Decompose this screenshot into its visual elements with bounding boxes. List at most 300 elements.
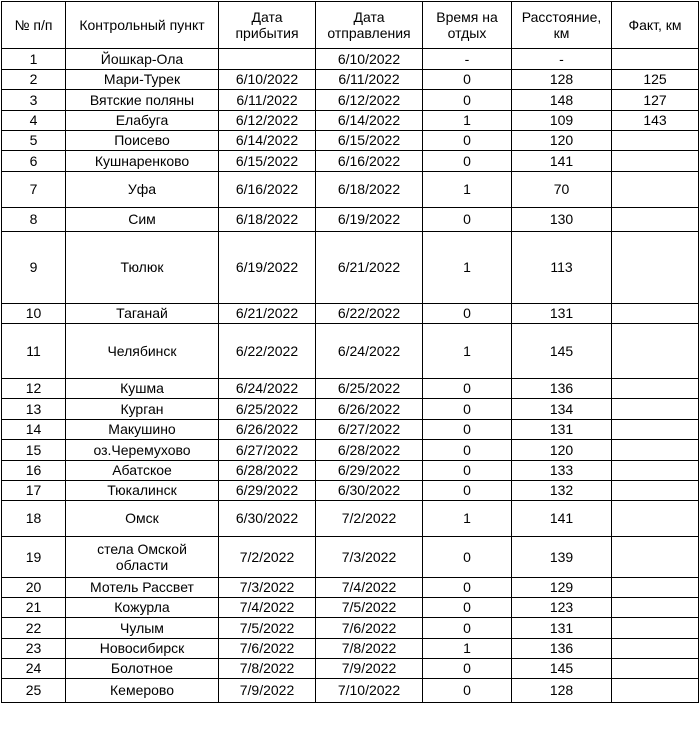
cell-text: 6/29/2022: [235, 482, 299, 499]
cell-distance-km: [512, 659, 612, 679]
table-row: [2, 172, 699, 208]
cell-text: 6/30/2022: [337, 482, 401, 499]
cell-departure-date: [316, 90, 423, 111]
cell-text: 0: [463, 462, 471, 479]
cell-departure-date: [316, 501, 423, 537]
cell-text: 6/18/2022: [337, 181, 401, 198]
cell-distance-km: [512, 49, 612, 70]
cell-text: 6/21/2022: [235, 305, 299, 322]
itinerary-table: [1, 1, 699, 703]
cell-arrival-date: [219, 49, 316, 70]
cell-control-point: [66, 659, 219, 679]
cell-distance-km: [512, 461, 612, 481]
cell-text: 0: [463, 211, 471, 228]
cell-text: 1: [463, 640, 471, 657]
cell-rest-time: [423, 537, 512, 578]
cell-text: 120: [549, 441, 574, 458]
cell-text: 7/4/2022: [239, 599, 295, 616]
cell-text: 141: [549, 510, 574, 527]
cell-control-point: [66, 131, 219, 151]
cell-control-point: [66, 70, 219, 90]
cell-text: 6/11/2022: [338, 71, 400, 88]
cell-text: Кушнаренково: [94, 152, 190, 169]
cell-control-point: [66, 49, 219, 70]
cell-text: 0: [463, 660, 471, 677]
cell-text: 145: [549, 342, 574, 359]
cell-control-point: [66, 90, 219, 111]
cell-text: 133: [549, 462, 574, 479]
cell-control-point: [66, 598, 219, 618]
cell-arrival-date: [219, 379, 316, 399]
cell-fact-km: [612, 481, 699, 501]
cell-text: 7/9/2022: [239, 682, 295, 699]
cell-rest-time: [423, 440, 512, 461]
cell-text: 7/10/2022: [337, 682, 401, 699]
cell-text: 10: [25, 305, 42, 322]
table-header: [2, 2, 699, 49]
table-row: [2, 131, 699, 151]
cell-distance-km: [512, 420, 612, 440]
cell-rest-time: [423, 70, 512, 90]
cell-rest-time: [423, 481, 512, 501]
cell-departure-date: [316, 49, 423, 70]
cell-arrival-date: [219, 399, 316, 420]
cell-rest-time: [423, 90, 512, 111]
cell-arrival-date: [219, 90, 316, 111]
cell-control-point: [66, 639, 219, 659]
cell-departure-date: [316, 131, 423, 151]
cell-text: Кожурла: [114, 599, 170, 616]
header-row: [2, 2, 699, 49]
cell-rest-time: [423, 172, 512, 208]
cell-number: [2, 111, 66, 131]
cell-departure-date: [316, 151, 423, 172]
cell-number: [2, 232, 66, 304]
cell-text: 7: [29, 181, 38, 198]
cell-text: Кушма: [120, 380, 164, 397]
cell-text: 12: [25, 380, 42, 397]
table-row: [2, 537, 699, 578]
cell-fact-km: [612, 111, 699, 131]
cell-number: [2, 461, 66, 481]
cell-departure-date: [316, 304, 423, 324]
column-header-number: № п/п: [2, 2, 66, 49]
cell-text: 136: [549, 380, 574, 397]
cell-text: 6/10/2022: [235, 71, 299, 88]
cell-departure-date: [316, 111, 423, 131]
cell-text: 6/16/2022: [235, 181, 299, 198]
column-header-fact-km: Факт, км: [612, 2, 699, 49]
cell-text: стела Омской области: [97, 540, 187, 573]
cell-text: Макушино: [108, 421, 176, 438]
cell-arrival-date: [219, 501, 316, 537]
cell-text: 143: [643, 112, 667, 129]
cell-number: [2, 618, 66, 639]
cell-distance-km: [512, 639, 612, 659]
column-header-distance-km: Расстояние, км: [512, 2, 612, 49]
table-row: [2, 481, 699, 501]
cell-fact-km: [612, 70, 699, 90]
table-row: [2, 679, 699, 703]
cell-text: Тюкалинск: [107, 482, 177, 499]
cell-text: 7/6/2022: [341, 619, 397, 636]
cell-text: 6/12/2022: [337, 91, 401, 108]
table-row: [2, 461, 699, 481]
cell-text: 16: [25, 462, 42, 479]
cell-text: 7/3/2022: [239, 579, 295, 596]
cell-text: 0: [463, 380, 471, 397]
cell-control-point: [66, 461, 219, 481]
cell-distance-km: [512, 131, 612, 151]
cell-distance-km: [512, 151, 612, 172]
cell-text: -: [464, 50, 470, 67]
cell-number: [2, 578, 66, 598]
cell-control-point: [66, 232, 219, 304]
cell-text: 128: [549, 71, 574, 88]
cell-text: 6/19/2022: [235, 259, 299, 276]
cell-number: [2, 659, 66, 679]
cell-fact-km: [612, 151, 699, 172]
cell-text: 2: [29, 71, 38, 88]
cell-text: 113: [550, 259, 573, 276]
cell-number: [2, 379, 66, 399]
cell-fact-km: [612, 399, 699, 420]
cell-text: Абатское: [112, 462, 172, 479]
cell-text: Мари-Турек: [103, 71, 181, 88]
cell-text: 7/2/2022: [341, 510, 397, 527]
cell-departure-date: [316, 618, 423, 639]
cell-number: [2, 131, 66, 151]
cell-text: Сим: [128, 211, 156, 228]
cell-number: [2, 70, 66, 90]
cell-text: 129: [549, 579, 574, 596]
cell-rest-time: [423, 598, 512, 618]
cell-text: 7/8/2022: [341, 640, 397, 657]
cell-departure-date: [316, 232, 423, 304]
cell-text: 139: [549, 548, 574, 565]
cell-text: 125: [643, 71, 667, 88]
cell-text: 6/24/2022: [235, 380, 299, 397]
cell-number: [2, 537, 66, 578]
table-row: [2, 399, 699, 420]
cell-distance-km: [512, 232, 612, 304]
cell-distance-km: [512, 598, 612, 618]
cell-text: 6/14/2022: [337, 112, 401, 129]
cell-rest-time: [423, 399, 512, 420]
cell-fact-km: [612, 420, 699, 440]
cell-text: Болотное: [110, 660, 174, 677]
cell-distance-km: [512, 379, 612, 399]
cell-fact-km: [612, 618, 699, 639]
cell-text: 23: [25, 640, 42, 657]
cell-distance-km: [512, 481, 612, 501]
cell-text: 7/2/2022: [239, 548, 295, 565]
cell-fact-km: [612, 208, 699, 232]
table-row: [2, 598, 699, 618]
table-row: [2, 324, 699, 379]
cell-number: [2, 208, 66, 232]
cell-text: 0: [463, 599, 471, 616]
cell-text: 70: [553, 181, 570, 198]
cell-text: 6/15/2022: [235, 152, 299, 169]
cell-text: 6/30/2022: [235, 510, 299, 527]
cell-text: 127: [643, 91, 667, 108]
cell-arrival-date: [219, 131, 316, 151]
table-row: [2, 501, 699, 537]
cell-text: 0: [463, 91, 471, 108]
cell-control-point: [66, 399, 219, 420]
cell-text: 6/10/2022: [337, 50, 401, 67]
cell-distance-km: [512, 172, 612, 208]
table-row: [2, 440, 699, 461]
cell-fact-km: [612, 232, 699, 304]
cell-number: [2, 304, 66, 324]
cell-text: Вятские поляны: [89, 91, 195, 108]
column-header-control-point: Контрольный пункт: [66, 2, 219, 49]
cell-control-point: [66, 111, 219, 131]
cell-text: 6/27/2022: [235, 441, 299, 458]
cell-text: 19: [25, 548, 42, 565]
cell-text: Новосибирск: [99, 640, 185, 657]
cell-text: 4: [29, 112, 38, 129]
cell-text: 6/26/2022: [337, 400, 401, 417]
cell-rest-time: [423, 49, 512, 70]
cell-text: 0: [463, 132, 471, 149]
cell-text: 15: [25, 441, 42, 458]
cell-rest-time: [423, 131, 512, 151]
table-row: [2, 379, 699, 399]
cell-text: 1: [463, 342, 471, 359]
cell-fact-km: [612, 324, 699, 379]
cell-number: [2, 151, 66, 172]
table-row: [2, 639, 699, 659]
cell-text: 0: [463, 579, 471, 596]
cell-rest-time: [423, 379, 512, 399]
cell-control-point: [66, 537, 219, 578]
cell-fact-km: [612, 659, 699, 679]
cell-control-point: [66, 679, 219, 703]
cell-text: -: [559, 50, 564, 67]
cell-arrival-date: [219, 440, 316, 461]
cell-fact-km: [612, 679, 699, 703]
cell-text: 6/14/2022: [235, 132, 299, 149]
cell-distance-km: [512, 208, 612, 232]
cell-text: Чулым: [120, 619, 164, 636]
cell-control-point: [66, 324, 219, 379]
cell-text: 1: [463, 112, 471, 129]
cell-departure-date: [316, 639, 423, 659]
cell-text: 7/6/2022: [239, 640, 295, 657]
cell-control-point: [66, 172, 219, 208]
cell-departure-date: [316, 440, 423, 461]
cell-text: 7/3/2022: [341, 548, 397, 565]
cell-text: 148: [549, 91, 574, 108]
table-row: [2, 420, 699, 440]
cell-text: 0: [463, 305, 471, 322]
cell-text: 22: [25, 619, 42, 636]
cell-text: 120: [549, 132, 574, 149]
cell-arrival-date: [219, 420, 316, 440]
cell-departure-date: [316, 679, 423, 703]
cell-text: 145: [549, 660, 574, 677]
cell-text: 0: [463, 548, 471, 565]
cell-text: 24: [25, 660, 42, 677]
cell-rest-time: [423, 639, 512, 659]
cell-fact-km: [612, 598, 699, 618]
cell-text: Мотель Рассвет: [90, 579, 194, 596]
cell-text: Поисево: [114, 132, 170, 149]
cell-text: 20: [25, 579, 42, 596]
cell-rest-time: [423, 501, 512, 537]
cell-text: 136: [549, 640, 574, 657]
cell-text: 1: [463, 259, 471, 276]
cell-text: 6/22/2022: [235, 342, 299, 359]
cell-text: 7/4/2022: [341, 579, 397, 596]
cell-arrival-date: [219, 679, 316, 703]
cell-departure-date: [316, 598, 423, 618]
column-header-departure-date: Дата отправления: [316, 2, 423, 49]
cell-text: 6/25/2022: [235, 400, 299, 417]
cell-arrival-date: [219, 232, 316, 304]
cell-arrival-date: [219, 618, 316, 639]
table-body: [2, 49, 699, 703]
cell-text: 21: [25, 599, 42, 616]
cell-text: 6/19/2022: [337, 211, 401, 228]
cell-text: 6/15/2022: [337, 132, 401, 149]
cell-text: Йошкар-Ола: [100, 50, 184, 67]
cell-text: 17: [25, 482, 42, 499]
cell-number: [2, 90, 66, 111]
cell-text: 131: [549, 619, 574, 636]
cell-distance-km: [512, 304, 612, 324]
cell-distance-km: [512, 111, 612, 131]
cell-text: 134: [549, 400, 574, 417]
cell-rest-time: [423, 659, 512, 679]
cell-text: 109: [549, 112, 574, 129]
cell-rest-time: [423, 461, 512, 481]
cell-control-point: [66, 501, 219, 537]
cell-fact-km: [612, 578, 699, 598]
cell-text: 5: [29, 132, 38, 149]
cell-distance-km: [512, 679, 612, 703]
cell-control-point: [66, 578, 219, 598]
cell-text: 0: [463, 152, 471, 169]
cell-text: 6/28/2022: [235, 462, 299, 479]
cell-fact-km: [612, 131, 699, 151]
cell-departure-date: [316, 537, 423, 578]
cell-fact-km: [612, 379, 699, 399]
table-row: [2, 618, 699, 639]
cell-distance-km: [512, 399, 612, 420]
cell-rest-time: [423, 679, 512, 703]
table-row: [2, 49, 699, 70]
cell-text: 6/26/2022: [235, 421, 299, 438]
cell-control-point: [66, 440, 219, 461]
cell-departure-date: [316, 379, 423, 399]
cell-text: 14: [25, 421, 42, 438]
cell-departure-date: [316, 208, 423, 232]
cell-number: [2, 420, 66, 440]
cell-text: 0: [463, 619, 471, 636]
cell-arrival-date: [219, 461, 316, 481]
cell-rest-time: [423, 232, 512, 304]
column-header-rest-time: Время на отдых: [423, 2, 512, 49]
cell-fact-km: [612, 501, 699, 537]
cell-text: 18: [25, 510, 42, 527]
cell-text: 141: [549, 152, 574, 169]
cell-number: [2, 598, 66, 618]
table-row: [2, 111, 699, 131]
cell-arrival-date: [219, 324, 316, 379]
cell-rest-time: [423, 111, 512, 131]
cell-text: 6/16/2022: [337, 152, 401, 169]
cell-rest-time: [423, 208, 512, 232]
cell-text: 1: [463, 181, 471, 198]
cell-text: Омск: [125, 510, 159, 527]
cell-control-point: [66, 379, 219, 399]
cell-text: 0: [463, 421, 471, 438]
cell-text: 130: [549, 211, 574, 228]
column-header-arrival-date: Дата прибытия: [219, 2, 316, 49]
cell-text: 7/5/2022: [341, 599, 397, 616]
cell-departure-date: [316, 461, 423, 481]
cell-text: 6/11/2022: [236, 91, 298, 108]
table-row: [2, 208, 699, 232]
cell-departure-date: [316, 481, 423, 501]
cell-text: 6/22/2022: [337, 305, 401, 322]
cell-text: 25: [25, 682, 42, 699]
cell-rest-time: [423, 618, 512, 639]
cell-text: Челябинск: [107, 342, 177, 359]
cell-rest-time: [423, 420, 512, 440]
cell-text: 0: [463, 482, 471, 499]
cell-text: 6/29/2022: [337, 462, 401, 479]
cell-text: 6/18/2022: [235, 211, 299, 228]
table-row: [2, 659, 699, 679]
cell-rest-time: [423, 324, 512, 379]
cell-distance-km: [512, 618, 612, 639]
cell-text: 123: [549, 599, 574, 616]
cell-text: 0: [463, 400, 471, 417]
cell-text: 6/25/2022: [337, 380, 401, 397]
cell-number: [2, 481, 66, 501]
cell-arrival-date: [219, 208, 316, 232]
cell-number: [2, 679, 66, 703]
table-row: [2, 90, 699, 111]
cell-text: оз.Черемухово: [93, 441, 191, 458]
cell-arrival-date: [219, 537, 316, 578]
cell-fact-km: [612, 461, 699, 481]
cell-arrival-date: [219, 304, 316, 324]
cell-departure-date: [316, 578, 423, 598]
cell-arrival-date: [219, 111, 316, 131]
cell-departure-date: [316, 70, 423, 90]
cell-departure-date: [316, 399, 423, 420]
cell-number: [2, 501, 66, 537]
cell-text: 0: [463, 441, 471, 458]
cell-arrival-date: [219, 151, 316, 172]
cell-distance-km: [512, 70, 612, 90]
table-row: [2, 232, 699, 304]
cell-arrival-date: [219, 639, 316, 659]
cell-text: 7/9/2022: [341, 660, 397, 677]
cell-arrival-date: [219, 659, 316, 679]
cell-arrival-date: [219, 598, 316, 618]
cell-distance-km: [512, 537, 612, 578]
cell-text: Курган: [120, 400, 164, 417]
cell-departure-date: [316, 659, 423, 679]
cell-number: [2, 639, 66, 659]
